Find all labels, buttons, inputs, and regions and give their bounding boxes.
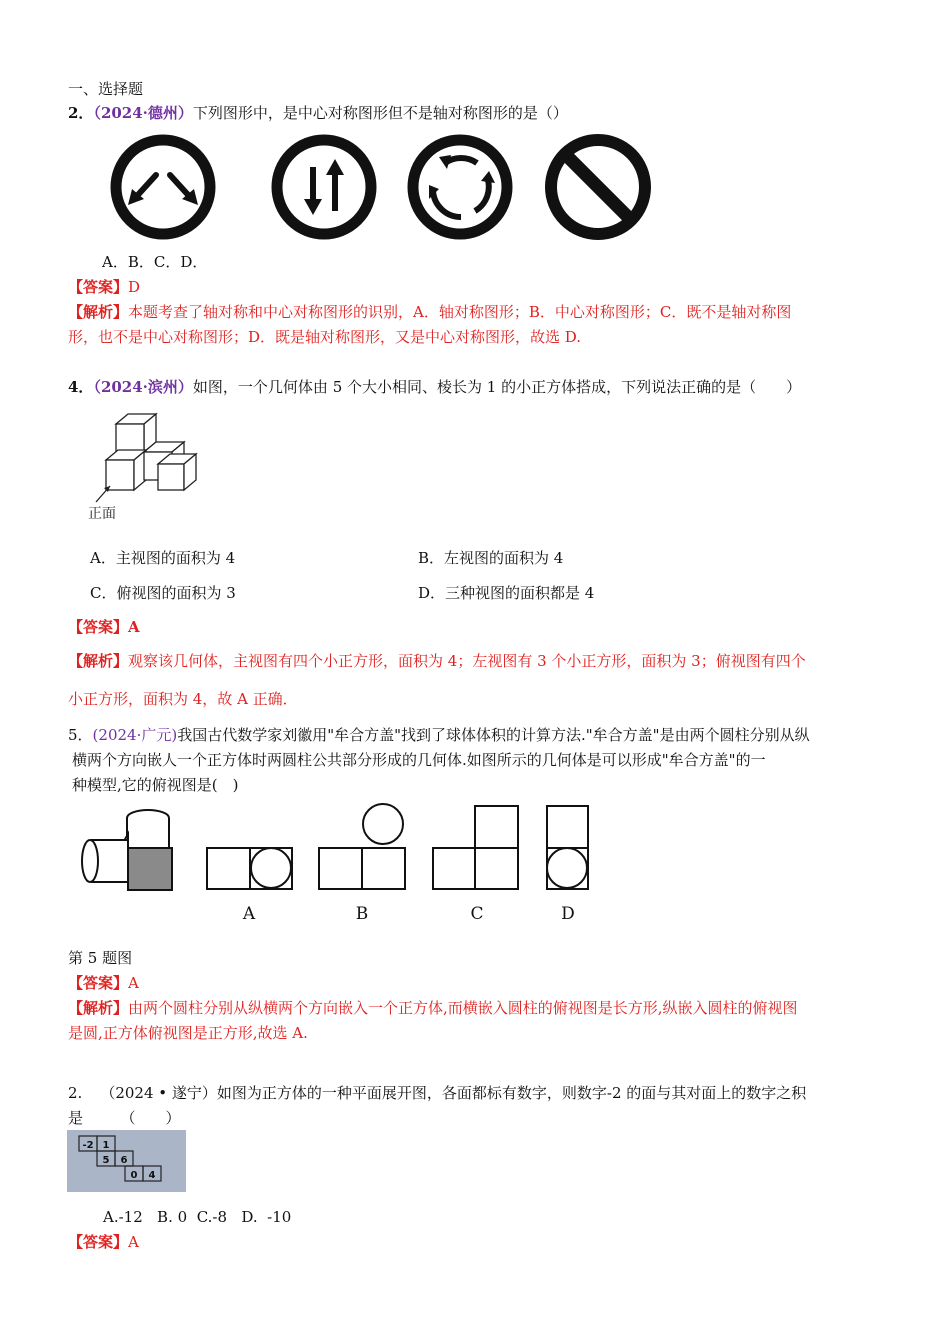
- q5-source: (2024·广元): [92, 726, 178, 744]
- q2-source: （2024·德州）: [93, 104, 193, 122]
- q2b-answer: [68, 1232, 139, 1252]
- q2-stem-line: [68, 103, 568, 123]
- q2-analysis-text-1: 本题考查了轴对称和中心对称图形的识别，A．轴对称图形；B．中心对称图形；C．既不是轴对称图: [128, 303, 792, 321]
- q4-stem-line: [68, 377, 801, 397]
- q5-stem-2: 横两个方向嵌人一个正方体时两圆柱公共部分形成的几何体.如图所示的几何体是可以形成"牟合方盖"的一: [72, 751, 766, 769]
- net-number-3: 5: [102, 1155, 110, 1166]
- q5-label-c: C: [470, 904, 484, 924]
- q5-stem-3: 种模型,它的俯视图是( ): [72, 776, 239, 794]
- q2-number: 2．: [68, 104, 94, 122]
- q4-option-b: B．左视图的面积为 4: [418, 549, 564, 567]
- q5-caption: 第 5 题图: [68, 949, 133, 967]
- q5-label-d: D: [561, 904, 575, 924]
- q5-answer: [68, 973, 139, 993]
- section-heading: 一、选择题: [68, 80, 144, 98]
- q4-cubes-figure: [88, 408, 208, 523]
- q2b-answer-value: A: [128, 1233, 139, 1251]
- q4-answer-label: 【答案】: [68, 618, 129, 636]
- front-label: 正面: [88, 506, 116, 522]
- q2-options: A．B．C．D．: [102, 253, 208, 271]
- net-number-6: 4: [148, 1170, 156, 1181]
- q5-number: 5．: [68, 726, 93, 744]
- q5-stem-1: 我国古代数学家刘徽用"牟合方盖"找到了球体体积的计算方法."牟合方盖"是由两个圆柱分别从纵: [177, 726, 810, 744]
- q4-option-c: C．俯视图的面积为 3: [90, 584, 236, 602]
- q5-label-a: A: [242, 904, 256, 924]
- q5-answer-label: 【答案】: [68, 974, 129, 992]
- q2-analysis-label: 【解析】: [68, 303, 129, 321]
- q5-analysis-text-1: 由两个圆柱分别从纵横两个方向嵌入一个正方体,而横嵌入圆柱的俯视图是长方形,纵嵌入圆柱的俯视图: [128, 999, 798, 1017]
- q2-answer-label: 【答案】: [68, 278, 129, 296]
- sign-b-icon: [277, 140, 371, 234]
- net-number-4: 6: [120, 1155, 128, 1166]
- net-number-1: -2: [82, 1140, 94, 1151]
- net-number-2: 1: [102, 1140, 110, 1151]
- q2-answer-value: D: [128, 278, 141, 296]
- q2b-stem-line-1: [68, 1083, 806, 1103]
- q2b-options: A.-12 B. 0 C.-8 D. -10: [103, 1208, 292, 1226]
- sign-c-icon: [413, 140, 507, 234]
- q2-analysis-text-2: 形，也不是中心对称图形；D．既是轴对称图形，又是中心对称图形，故选 D.: [68, 328, 582, 346]
- sign-d-icon: [551, 140, 645, 234]
- q2b-cube-net-figure: [67, 1130, 187, 1192]
- q4-answer: [68, 617, 140, 637]
- q5-stem-line-1: [68, 725, 810, 745]
- q4-number: 4．: [68, 378, 94, 396]
- sign-a-icon: [116, 140, 210, 234]
- q5-analysis-text-2: 是圆,正方体俯视图是正方形,故选 A.: [68, 1024, 308, 1042]
- q2-analysis-line-1: [68, 302, 791, 322]
- q5-label-b: B: [355, 904, 369, 924]
- q4-option-d: D．三种视图的面积都是 4: [418, 584, 595, 602]
- q5-analysis-label: 【解析】: [68, 999, 129, 1017]
- q2b-stem-2: 是 （ ）: [68, 1109, 181, 1127]
- q4-answer-value: A: [128, 618, 140, 636]
- q4-option-a: A．主视图的面积为 4: [90, 549, 236, 567]
- q2-signs-figure: [108, 133, 656, 243]
- q2b-number: 2.: [68, 1084, 83, 1102]
- q2-answer: [68, 277, 140, 297]
- q5-answer-value: A: [128, 974, 139, 992]
- q5-analysis-line-1: [68, 998, 798, 1018]
- q4-stem: 如图，一个几何体由 5 个大小相同、棱长为 1 的小正方体搭成，下列说法正确的是（ ）: [192, 378, 802, 396]
- q2b-stem-1: （2024 • 遂宁）如图为正方体的一种平面展开图，各面都标有数字，则数字-2 的面与其对面上的数字之积: [100, 1084, 807, 1102]
- q2-stem: 下列图形中，是中心对称图形但不是轴对称图形的是（）: [192, 104, 568, 122]
- q5-figure: [78, 800, 598, 926]
- q4-analysis-text-1: 观察该几何体，主视图有四个小正方形，面积为 4；左视图有 3 个小正方形，面积为 3；俯视图有四个: [128, 652, 806, 670]
- q2b-answer-label: 【答案】: [68, 1233, 129, 1251]
- q4-analysis-line-1: [68, 651, 806, 671]
- q4-analysis-label: 【解析】: [68, 652, 129, 670]
- q4-source: （2024·滨州）: [93, 378, 193, 396]
- net-number-5: 0: [130, 1170, 138, 1181]
- q4-analysis-text-2: 小正方形，面积为 4，故 A 正确．: [68, 690, 298, 708]
